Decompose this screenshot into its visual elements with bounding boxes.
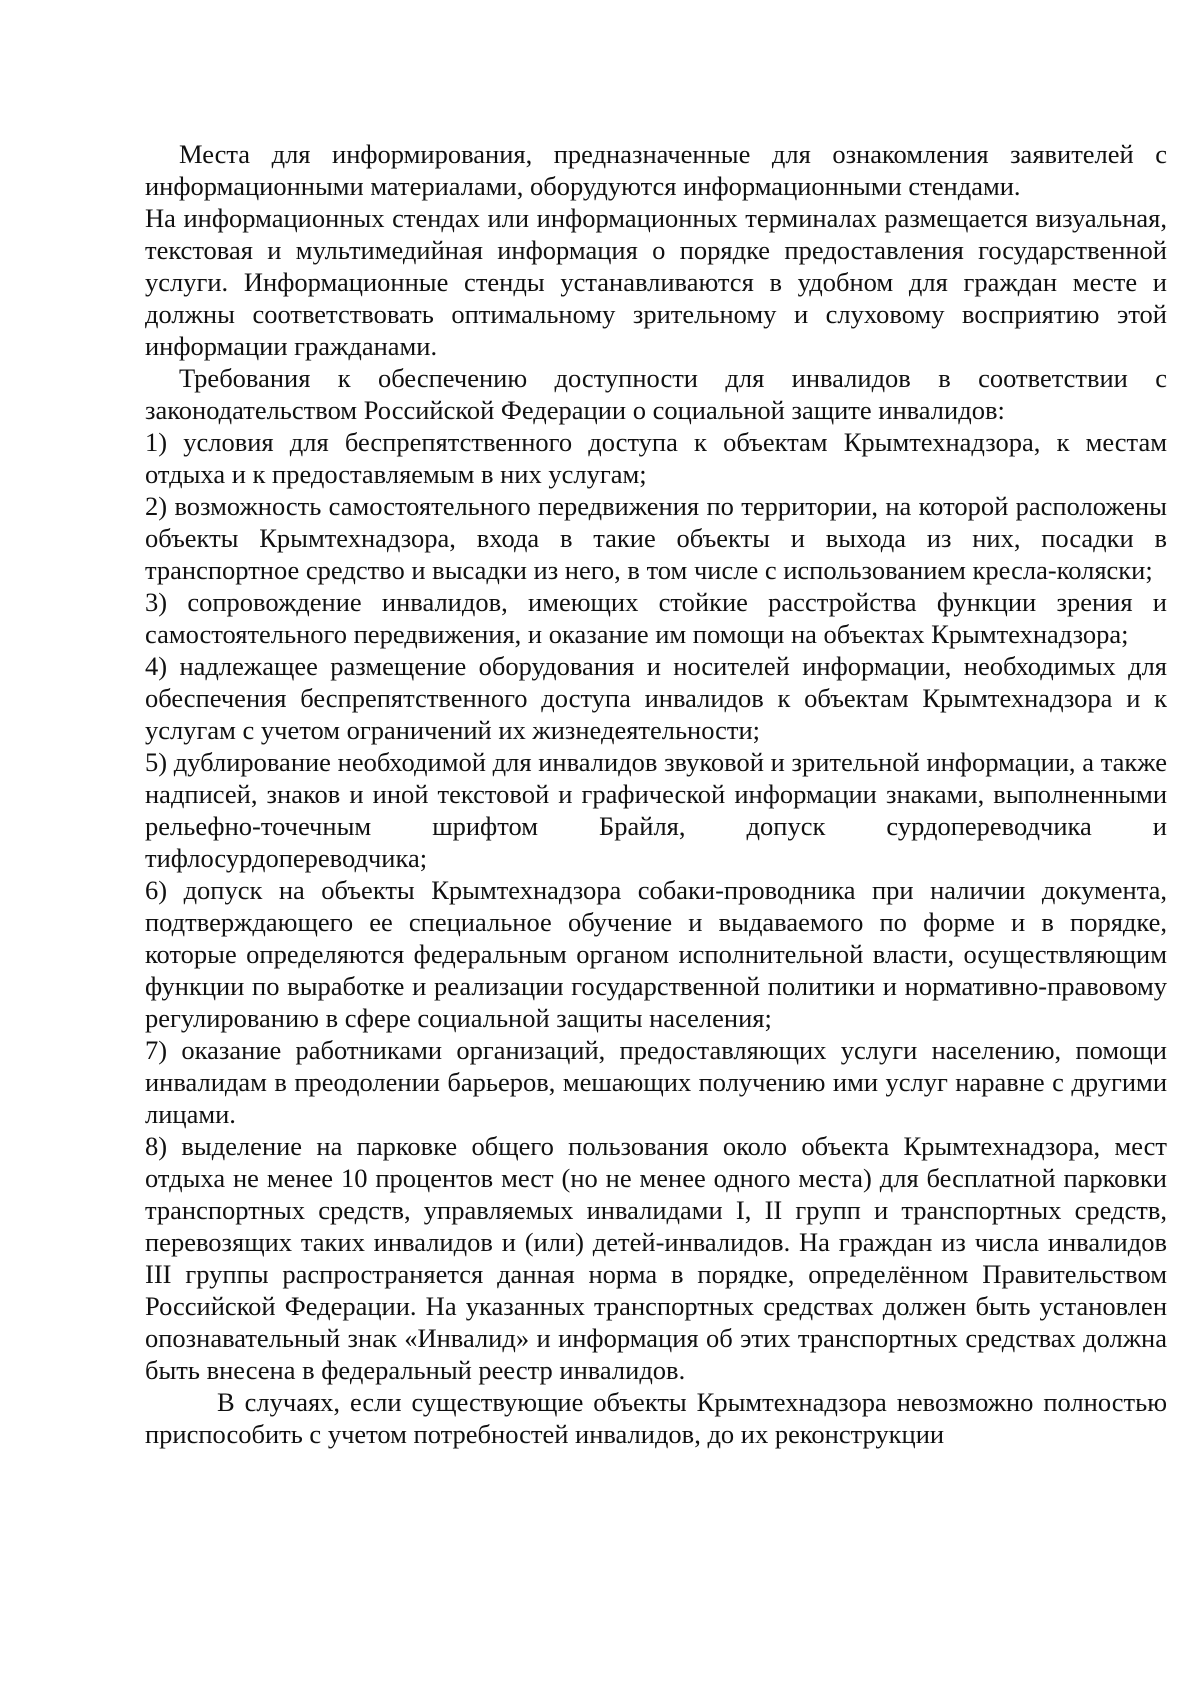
paragraph-accessibility-requirements: Требования к обеспечению доступности для инвалидов в соответствии с законодательством Российской Федерации о социальной защите инвалидов: xyxy=(145,363,1167,425)
list-item-7: 7) оказание работниками организаций, предоставляющих услуги населению, помощи инвалидам в преодолении барьеров, мешающих получению ими услуг наравне с другими лицами. xyxy=(145,1035,1167,1129)
list-item-5: 5) дублирование необходимой для инвалидов звуковой и зрительной информации, а также надписей, знаков и иной текстовой и графической информации знаками, выполненными рельефно-точечным шрифтом Брайля, допуск сурдопереводчика и тифлосурдопереводчика; xyxy=(145,747,1167,873)
paragraph-info-stands: На информационных стендах или информационных терминалах размещается визуальная, текстовая и мультимедийная информация о порядке предоставления государственной услуги. Информационные стенды устанавливаются в удобном для граждан месте и должны соответствовать оптимальному зрительному и слуховому восприятию этой информации гражданами. xyxy=(145,203,1167,361)
list-item-3: 3) сопровождение инвалидов, имеющих стойкие расстройства функции зрения и самостоятельного передвижения, и оказание им помощи на объектах Крымтехнадзора; xyxy=(145,587,1167,649)
paragraph-reconstruction: В случаях, если существующие объекты Крымтехнадзора невозможно полностью приспособить с учетом потребностей инвалидов, до их реконструкции xyxy=(145,1387,1167,1449)
list-item-8: 8) выделение на парковке общего пользования около объекта Крымтехнадзора, мест отдыха не менее 10 процентов мест (но не менее одного места) для бесплатной парковки транспортных средств, управляемых инвалидами I, II групп и транспортных средств, перевозящих таких инвалидов и (или) детей-инвалидов. На граждан из числа инвалидов III группы распространяется данная норма в порядке, определённом Правительством Российской Федерации. На указанных транспортных средствах должен быть установлен опознавательный знак «Инвалид» и информация об этих транспортных средствах должна быть внесена в федеральный реестр инвалидов. xyxy=(145,1131,1167,1385)
list-item-1: 1) условия для беспрепятственного доступа к объектам Крымтехнадзора, к местам отдыха и к предоставляемым в них услугам; xyxy=(145,427,1167,489)
paragraph-info-places: Места для информирования, предназначенные для ознакомления заявителей с информационными материалами, оборудуются информационными стендами. xyxy=(145,139,1167,201)
document-page xyxy=(145,138,1167,1450)
list-item-2: 2) возможность самостоятельного передвижения по территории, на которой расположены объекты Крымтехнадзора, входа в такие объекты и выхода из них, посадки в транспортное средство и высадки из него, в том числе с использованием кресла-коляски; xyxy=(145,491,1167,585)
list-item-4: 4) надлежащее размещение оборудования и носителей информации, необходимых для обеспечения беспрепятственного доступа инвалидов к объектам Крымтехнадзора и к услугам с учетом ограничений их жизнедеятельности; xyxy=(145,651,1167,745)
list-item-6: 6) допуск на объекты Крымтехнадзора собаки-проводника при наличии документа, подтверждающего ее специальное обучение и выдаваемого по форме и в порядке, которые определяются федеральным органом исполнительной власти, осуществляющим функции по выработке и реализации государственной политики и нормативно-правовому регулированию в сфере социальной защиты населения; xyxy=(145,875,1167,1033)
